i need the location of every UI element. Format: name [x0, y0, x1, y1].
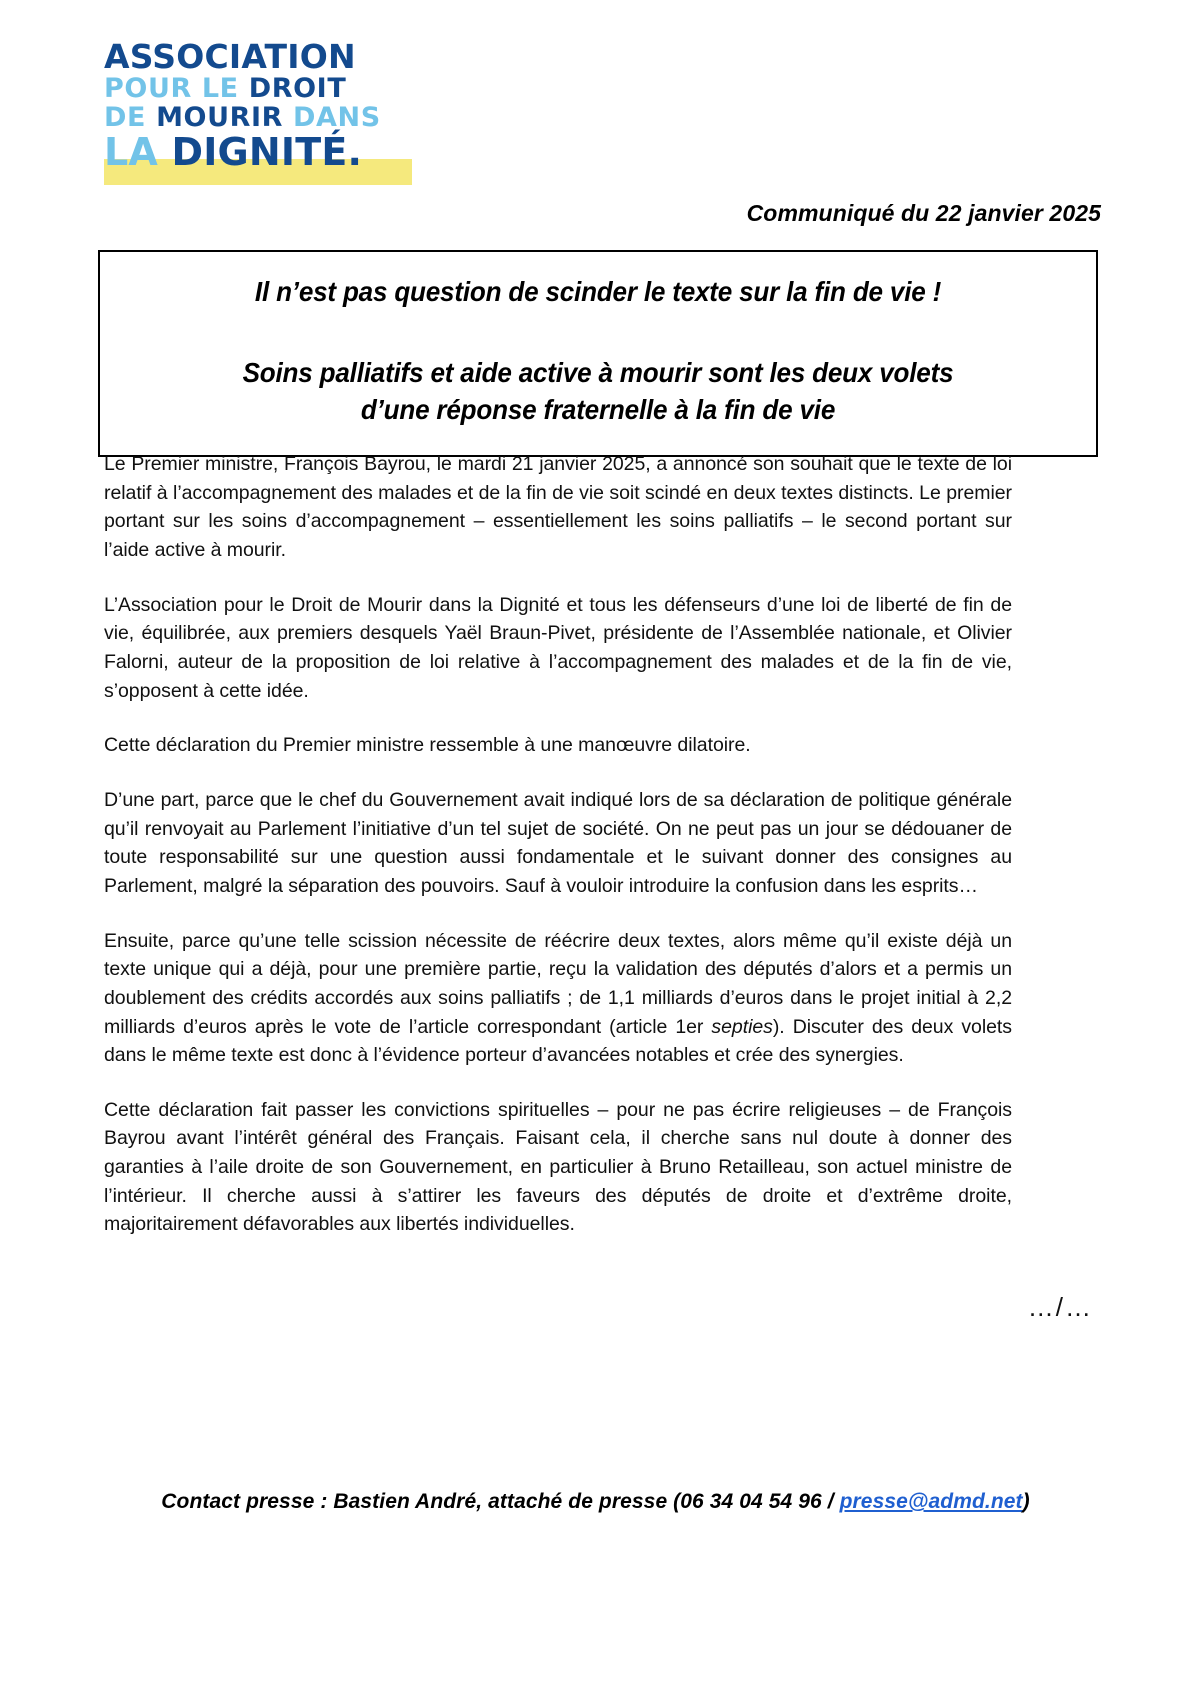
- continuation-marker: …/…: [1027, 1292, 1093, 1322]
- logo-line-3: [104, 104, 424, 131]
- logo-word-association: ASSOCIATION: [104, 37, 356, 76]
- paragraph-6: Cette déclaration fait passer les convictions spirituelles – pour ne pas écrire religieuses – de François Bayrou avant l’intérêt général des Français. Faisant cela, il cherche sans nul doute à donner des garanties à l’aile droite de son Gouvernement, en particulier à Bruno Retailleau, son actuel ministre de l’intérieur. Il cherche aussi à s’attirer les faveurs des députés de droite et d’extrême droite, majoritairement défavorables aux libertés individuelles.: [104, 1098, 1012, 1236]
- contact-press-line: [0, 1490, 1191, 1514]
- title-line-2: Soins palliatifs et aide active à mourir sont les deux volets: [242, 356, 954, 388]
- body-content: [104, 450, 1012, 1239]
- paragraph-1: Le Premier ministre, François Bayrou, le mardi 21 janvier 2025, a annoncé son souhait que le texte de loi relatif à l’accompagnement des malades et de la fin de vie soit scindé en deux textes distincts. Le premier portant sur les soins d’accompagnement – essentiellement les soins palliatifs – le second portant sur l’aide active à mourir.: [104, 453, 1012, 561]
- logo-word-droit: DROIT: [248, 73, 347, 104]
- communique-date: Communiqué du 22 janvier 2025: [746, 200, 1101, 226]
- paragraph-4: D’une part, parce que le chef du Gouvernement avait indiqué lors de sa déclaration de politique générale qu’il renvoyait au Parlement l’initiative d’un tel sujet de société. On ne peut pas un jour se dédouaner de toute responsabilité sur une question aussi fondamentale et le suivant donner des consignes au Parlement, malgré la séparation des pouvoirs. Sauf à vouloir introduire la confusion dans les esprits…: [104, 788, 1012, 897]
- title-line-3: d’une réponse fraternelle à la fin de vie: [360, 393, 836, 425]
- admd-logo: [104, 37, 424, 174]
- press-email-link[interactable]: presse@admd.net: [839, 1490, 1023, 1513]
- logo-word-de: DE: [104, 102, 157, 133]
- title-box: [98, 250, 1098, 457]
- logo-word-dignite: DIGNITÉ.: [171, 130, 363, 174]
- logo-word-la: LA: [104, 130, 172, 174]
- paragraph-3: Cette déclaration du Premier ministre ressemble à une manœuvre dilatoire.: [104, 734, 751, 757]
- contact-text-after-email: ): [1022, 1490, 1030, 1513]
- logo-word-pour-le: POUR LE: [104, 73, 249, 104]
- paragraph-5-text-after: ). Discuter des deux volets dans le même texte est donc à l’évidence porteur d’avancées notables et crée des synergies.: [104, 1015, 1012, 1067]
- title-line-1: Il n’est pas question de scinder le texte sur la fin de vie !: [254, 276, 942, 307]
- logo-word-dans: DANS: [293, 102, 381, 133]
- footer: [0, 1490, 1191, 1514]
- contact-text-before-email: Contact presse : Bastien André, attaché de presse (06 34 04 54 96 /: [161, 1490, 840, 1513]
- logo-line-1: [104, 37, 424, 76]
- paragraph-5-text-before: Ensuite, parce qu’une telle scission nécessite de réécrire deux textes, alors même qu’il existe déjà un texte unique qui a déjà, pour une première partie, reçu la validation des députés d’alors et a permis un doublement des crédits accordés aux soins palliatifs ; de 1,1 milliards d’euros dans le projet initial à 2,2 milliards d’euros après le vote de l’article correspondant (article 1er: [104, 929, 1012, 1038]
- logo-text-rows: [104, 37, 424, 174]
- logo-line-4: [104, 130, 424, 174]
- paragraph-2: L’Association pour le Droit de Mourir dans la Dignité et tous les défenseurs d’une loi de liberté de fin de vie, équilibrée, aux premiers desquels Yaël Braun-Pivet, présidente de l’Assemblée nationale, et Olivier Falorni, auteur de la proposition de loi relative à l’accompagnement des malades et de la fin de vie, s’opposent à cette idée.: [104, 593, 1012, 702]
- paragraph-5-italic-septies: septies: [711, 1015, 773, 1038]
- paragraph-5-ensuite: [104, 927, 1012, 1070]
- logo-word-mourir: MOURIR: [156, 102, 294, 133]
- logo-line-2: [104, 75, 424, 102]
